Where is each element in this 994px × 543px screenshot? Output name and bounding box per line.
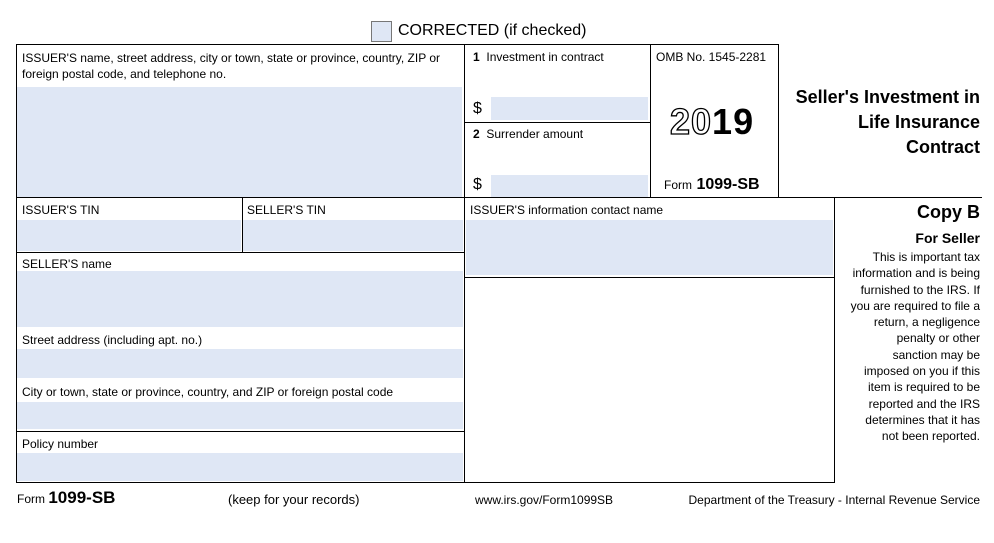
- tax-year: [670, 100, 754, 144]
- issuer-tin-field[interactable]: [17, 220, 241, 251]
- title-line-2: Life Insurance: [857, 112, 980, 132]
- form-id-top-prefix: Form: [664, 178, 692, 192]
- policy-number-label: Policy number: [22, 437, 99, 451]
- notice-line: imposed on you if this: [863, 364, 980, 379]
- notice-line: furnished to the IRS. If: [860, 282, 980, 297]
- notice-line: determines that it has: [865, 412, 980, 427]
- corrected-checkbox[interactable]: [371, 21, 392, 42]
- copy-title: Copy B: [917, 202, 980, 222]
- box2-number: 2: [473, 127, 480, 141]
- title-line-1: Seller's Investment in: [795, 87, 980, 107]
- title-line-3: Contract: [905, 137, 980, 157]
- street-address-field[interactable]: [17, 349, 463, 378]
- seller-name-field[interactable]: [17, 271, 463, 327]
- form-title: [796, 85, 980, 160]
- omb-number: OMB No. 1545-2281: [656, 50, 767, 64]
- form-id-top: [664, 176, 760, 194]
- seller-name-label: SELLER'S name: [22, 257, 112, 271]
- tax-year-outline: 20: [670, 101, 713, 142]
- box1-label: [473, 50, 604, 65]
- copy-notice: [851, 249, 980, 445]
- notice-line: return, a negligence: [873, 315, 980, 330]
- copy-subtitle: For Seller: [915, 230, 980, 246]
- seller-tin-label: SELLER'S TIN: [247, 203, 326, 217]
- notice-line: sanction may be: [892, 347, 980, 362]
- footer-keep: (keep for your records): [228, 492, 360, 507]
- notice-line: reported and the IRS: [868, 396, 980, 411]
- footer-url[interactable]: www.irs.gov/Form1099SB: [475, 493, 614, 507]
- box2-currency: $: [473, 176, 482, 193]
- investment-amount-field[interactable]: [491, 97, 648, 120]
- notice-line: you are required to file a: [850, 298, 980, 313]
- contact-name-label: ISSUER'S information contact name: [470, 203, 664, 217]
- box2-text: Surrender amount: [486, 127, 584, 141]
- box2-label: [473, 127, 583, 142]
- issuer-block-label: ISSUER'S name, street address, city or town, state or province, country, ZIP or foreign postal code, and telephone no.: [22, 51, 441, 81]
- tax-year-bold: 19: [712, 101, 755, 142]
- footer-form-name: 1099-SB: [48, 488, 116, 507]
- footer-form-id: [17, 488, 115, 508]
- notice-line: information and is being: [852, 266, 980, 281]
- street-address-label: Street address (including apt. no.): [22, 333, 203, 347]
- seller-tin-field[interactable]: [243, 220, 463, 251]
- notice-line: This is important tax: [872, 250, 980, 264]
- footer-form-prefix: Form: [17, 492, 45, 506]
- city-field[interactable]: [17, 402, 463, 429]
- corrected-label: CORRECTED (if checked): [398, 22, 587, 39]
- contact-name-field[interactable]: [466, 220, 833, 275]
- issuer-tin-label: ISSUER'S TIN: [22, 203, 100, 217]
- notice-line: item is required to be: [867, 380, 980, 395]
- box1-text: Investment in contract: [486, 50, 604, 64]
- box1-currency: $: [473, 100, 482, 117]
- surrender-amount-field[interactable]: [491, 175, 648, 198]
- box1-number: 1: [473, 50, 480, 64]
- notice-line: penalty or other: [896, 331, 980, 346]
- footer-dept: Department of the Treasury - Internal Revenue Service: [688, 493, 980, 507]
- policy-number-field[interactable]: [17, 453, 463, 481]
- form-id-top-name: 1099-SB: [696, 176, 760, 193]
- notice-line: not been reported.: [881, 429, 980, 444]
- issuer-name-field[interactable]: [17, 87, 462, 197]
- city-label: City or town, state or province, country, and ZIP or foreign postal code: [22, 385, 394, 399]
